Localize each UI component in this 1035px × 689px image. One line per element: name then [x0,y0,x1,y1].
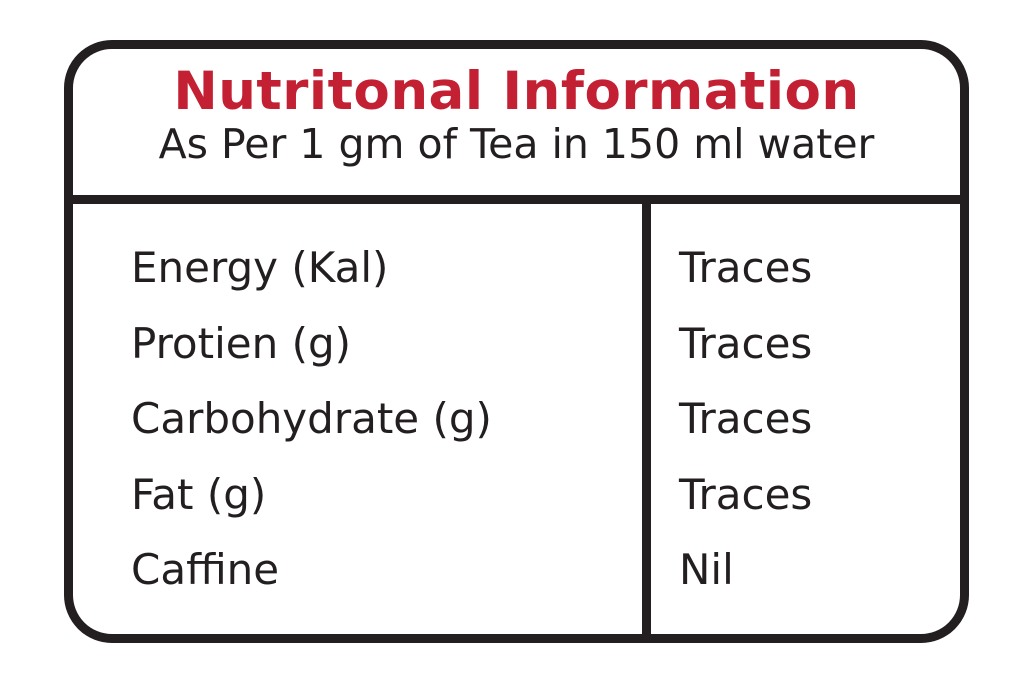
nutrient-value-caffeine: Nil [679,545,734,595]
nutrition-label-card [64,40,969,643]
nutrient-name-protein: Protien (g) [131,318,352,368]
nutrient-name-fat: Fat (g) [131,469,267,519]
nutrition-table [73,204,960,634]
nutrient-name-column [73,204,642,634]
nutrient-value-protein: Traces [679,318,813,368]
label-subtitle: As Per 1 gm of Tea in 150 ml water [158,120,875,169]
nutrient-value-carbohydrate: Traces [679,394,813,444]
nutrient-value-column [642,204,960,634]
label-title: Nutritonal Information [173,61,860,122]
nutrient-value-fat: Traces [679,469,813,519]
nutrient-name-energy: Energy (Kal) [131,243,389,293]
label-header [73,49,960,204]
nutrient-value-energy: Traces [679,243,813,293]
nutrient-name-caffeine: Caffine [131,545,280,595]
nutrient-name-carbohydrate: Carbohydrate (g) [131,394,492,444]
